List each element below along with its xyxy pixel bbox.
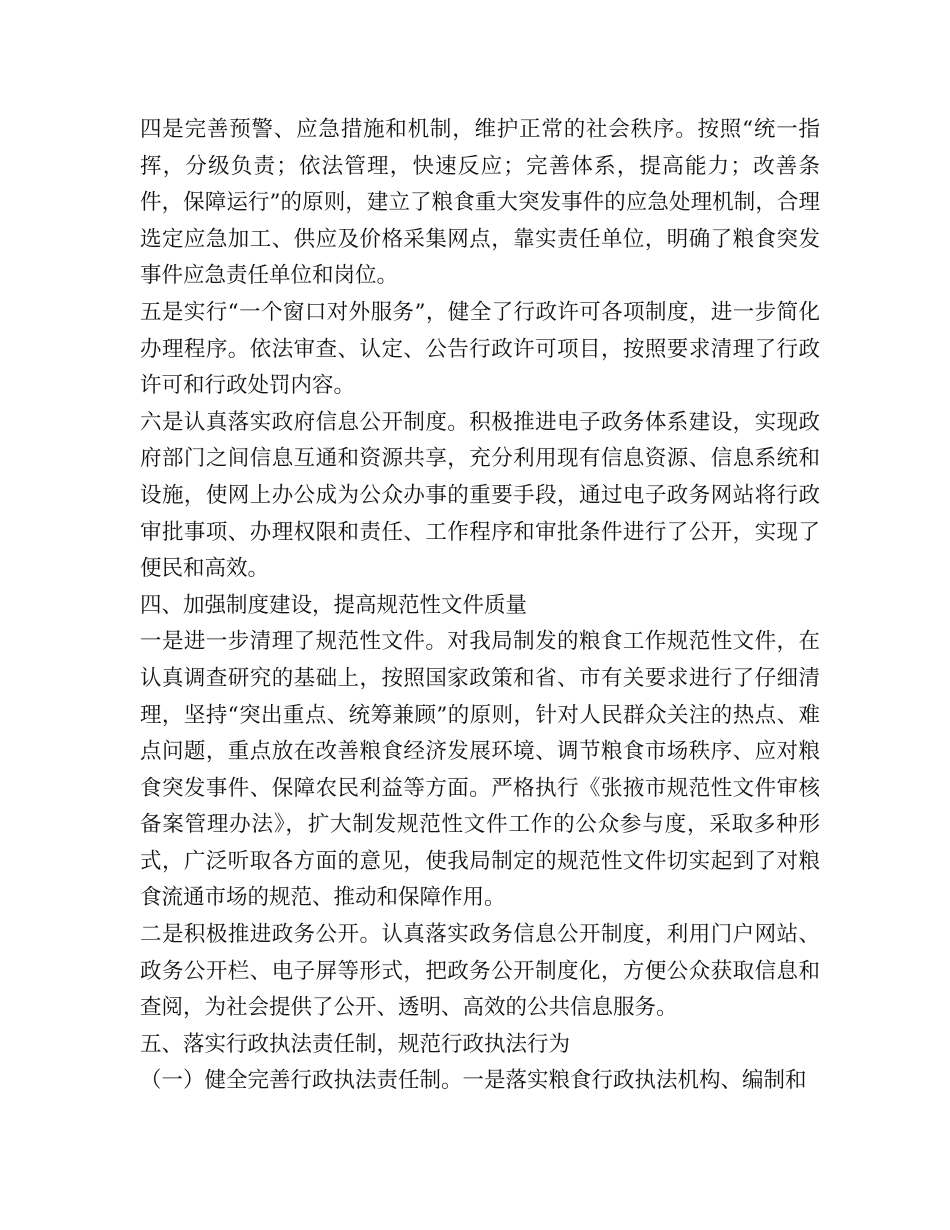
document-body xyxy=(140,112,820,1100)
paragraph-gov-affairs-open: 二是积极推进政务公开。认真落实政务信息公开制度，利用门户网站、政务公开栏、电子屏等形式，把政务公开制度化，方便公众获取信息和查阅，为社会提供了公开、透明、高效的公共信息服务。 xyxy=(140,922,820,1021)
section-heading-5: 五、落实行政执法责任制，规范行政执法行为 xyxy=(140,1031,571,1057)
paragraph-single-window: 五是实行“一个窗口对外服务”，健全了行政许可各项制度，进一步简化办理程序。依法审查、认定、公告行政许可项目，按照要求清理了行政许可和行政处罚内容。 xyxy=(140,299,820,399)
paragraph-info-disclosure: 六是认真落实政府信息公开制度。积极推进电子政务体系建设，实现政府部门之间信息互通和资源共享，充分利用现有信息资源、信息系统和设施，使网上办公成为公众办事的重要手段，通过电子政务网站将行政审批事项、办理权限和责任、工作程序和审批条件进行了公开，实现了便民和高效。 xyxy=(140,409,820,582)
paragraph-normative-docs: 一是进一步清理了规范性文件。对我局制发的粮食工作规范性文件，在认真调查研究的基础上，按照国家政策和省、市有关要求进行了仔细清理，坚持“突出重点、统筹兼顾”的原则，针对人民群众关注的热点、难点问题，重点放在改善粮食经济发展环境、调节粮食市场秩序、应对粮食突发事件、保障农民利益等方面。严格执行《张掖市规范性文件审核备案管理办法》，扩大制发规范性文件工作的公众参与度，采取多种形式，广泛听取各方面的意见，使我局制定的规范性文件切实起到了对粮食流通市场的规范、推动和保障作用。 xyxy=(140,629,820,911)
paragraph-enforcement-responsibility: （一）健全完善行政执法责任制。一是落实粮食行政执法机构、编制和 xyxy=(140,1068,807,1094)
section-heading-4: 四、加强制度建设，提高规范性文件质量 xyxy=(140,592,528,618)
paragraph-early-warning: 四是完善预警、应急措施和机制，维护正常的社会秩序。按照“统一指挥，分级负责；依法管理，快速反应；完善体系，提高能力；改善条件，保障运行”的原则，建立了粮食重大突发事件的应急处理机制，合理选定应急加工、供应及价格采集网点，靠实责任单位，明确了粮食突发事件应急责任单位和岗位。 xyxy=(140,117,820,289)
